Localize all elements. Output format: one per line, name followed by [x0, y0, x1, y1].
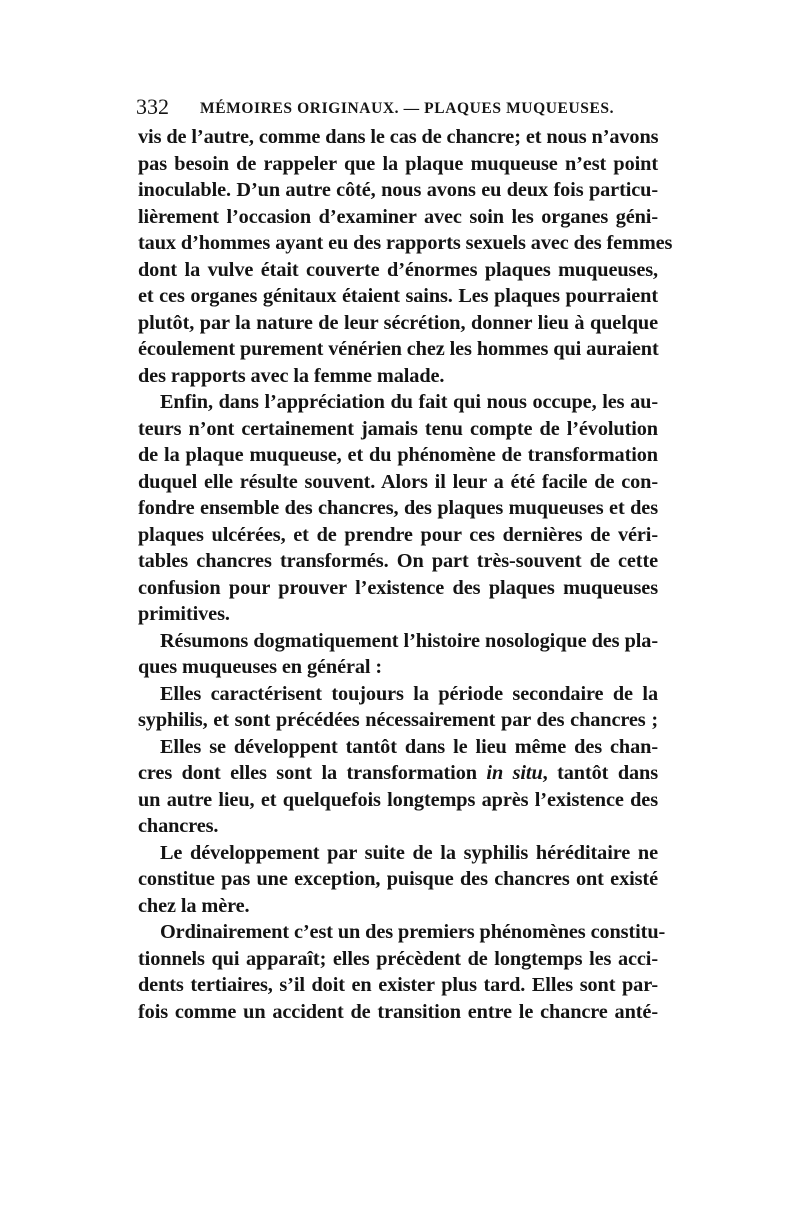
text-line: Elles se développent tantôt dans le lieu même des chan- — [160, 735, 658, 758]
paragraph-1 — [138, 124, 673, 389]
text-line: plaques ulcérées, et de prendre pour ces dernières de véri- — [138, 523, 658, 546]
text-line: un autre lieu, et quelquefois longtemps après l’existence des — [138, 788, 658, 811]
paragraph-7 — [138, 919, 666, 1025]
paragraph-5 — [138, 734, 658, 840]
text-line: chancres. — [138, 815, 219, 837]
paragraph-2 — [138, 389, 658, 628]
text-line: taux d’hommes ayant eu des rapports sexuels avec des femmes — [138, 232, 673, 254]
paragraph-3 — [138, 628, 658, 681]
text-line: Enfin, dans l’appréciation du fait qui nous occupe, les au- — [160, 391, 658, 413]
text-segment: , tantôt dans — [542, 762, 659, 784]
text-line: chez la mère. — [138, 894, 250, 917]
text-line: primitives. — [138, 603, 230, 625]
text-line: inoculable. D’un autre côté, nous avons eu deux fois particu- — [138, 179, 658, 201]
text-line-with-italic — [138, 760, 658, 787]
text-line: constitue pas une exception, puisque des chancres ont existé — [138, 868, 658, 890]
text-line: des rapports avec la femme malade. — [138, 364, 445, 387]
paragraph-6 — [138, 840, 658, 920]
running-head — [136, 92, 666, 122]
text-line: confusion pour prouver l’existence des plaques muqueuses — [138, 576, 658, 599]
text-line: tables chancres transformés. On part très-souvent de cette — [138, 550, 658, 572]
text-line: tionnels qui apparaît; elles précèdent de longtemps les acci- — [138, 947, 658, 970]
text-line: ques muqueuses en général : — [138, 656, 383, 678]
text-line: Résumons dogmatiquement l’histoire nosologique des pla- — [160, 629, 658, 652]
text-line: et ces organes génitaux étaient sains. Les plaques pourraient — [138, 285, 658, 307]
text-line: Elles caractérisent toujours la période secondaire de la — [160, 682, 658, 705]
text-line: lièrement l’occasion d’examiner avec soin les organes géni- — [138, 205, 658, 228]
text-line: pas besoin de rappeler que la plaque muqueuse n’est point — [138, 152, 658, 175]
page-number: 332 — [136, 94, 169, 119]
text-line: plutôt, par la nature de leur sécrétion, donner lieu à quelque — [138, 311, 658, 334]
text-line: teurs n’ont certainement jamais tenu compte de l’évolution — [138, 417, 658, 440]
text-line: Le développement par suite de la syphilis héréditaire ne — [160, 841, 658, 864]
text-line: écoulement purement vénérien chez les hommes qui auraient — [138, 338, 659, 360]
text-line: dents tertiaires, s’il doit en exister plus tard. Elles sont par- — [138, 974, 658, 996]
text-line: fondre ensemble des chancres, des plaques muqueuses et des — [138, 497, 658, 519]
italic-term: in situ — [486, 762, 543, 784]
text-line: de la plaque muqueuse, et du phénomène de transformation — [138, 444, 658, 466]
text-line: dont la vulve était couverte d’énormes plaques muqueuses, — [138, 258, 658, 281]
text-line: duquel elle résulte souvent. Alors il leur a été facile de con- — [138, 470, 658, 493]
text-segment: cres dont elles sont la transformation — [138, 762, 487, 784]
body-text — [138, 124, 673, 1025]
running-title: MÉMOIRES ORIGINAUX. — PLAQUES MUQUEUSES. — [200, 100, 615, 117]
text-line: Ordinairement c’est un des premiers phénomènes constitu- — [160, 921, 666, 943]
text-line: fois comme un accident de transition entre le chancre anté- — [138, 1000, 658, 1023]
text-line: vis de l’autre, comme dans le cas de chancre; et nous n’avons — [138, 126, 659, 148]
text-line: syphilis, et sont précédées nécessairement par des chancres ; — [138, 709, 658, 731]
paragraph-4 — [138, 681, 658, 734]
